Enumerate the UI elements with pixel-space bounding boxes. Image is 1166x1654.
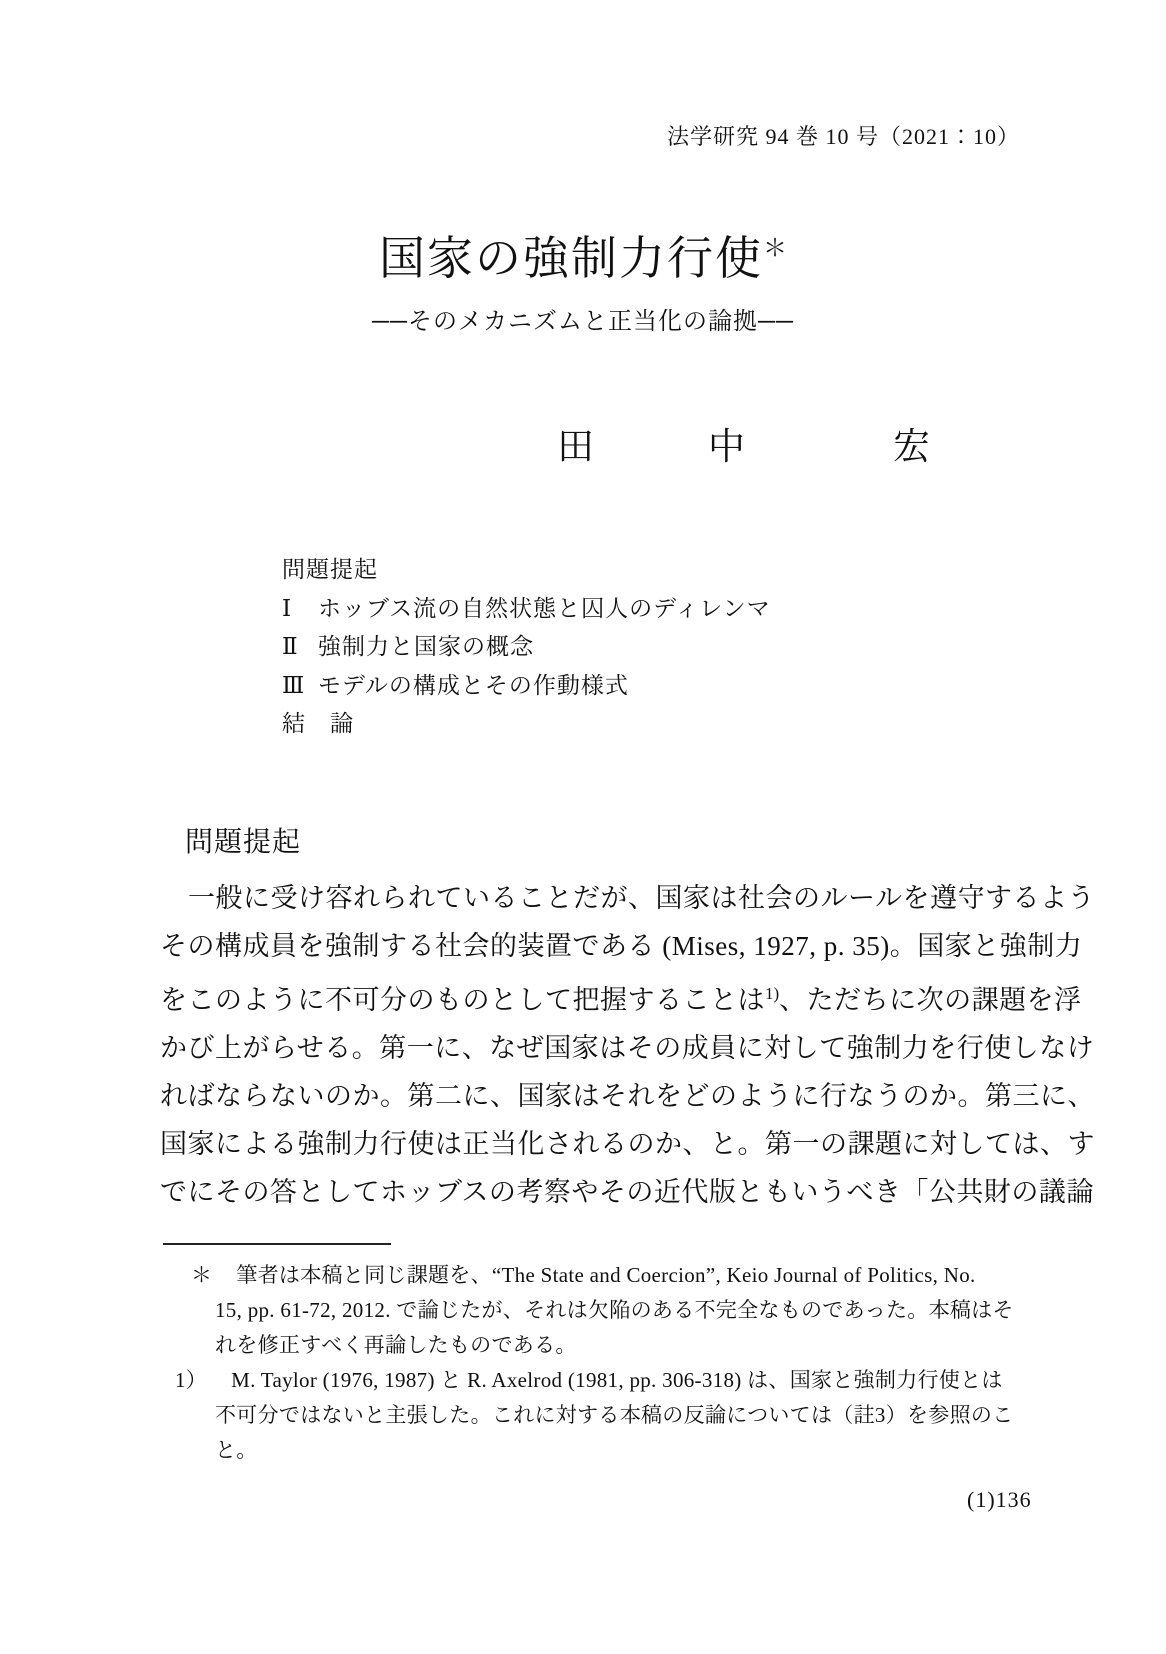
toc-numeral-3: Ⅲ (282, 672, 306, 698)
body-line-3 (160, 970, 1082, 1024)
footnote-1-line-1 (163, 1363, 1063, 1398)
body-line-4: かび上がらせる。第一に、なぜ国家はその成員に対して強制力を行使しなけ (160, 1033, 1095, 1063)
toc-numeral-1: Ⅰ (282, 595, 293, 621)
toc-intro: 問題提起 (282, 557, 378, 582)
footnote-ref-1: 1) (765, 984, 780, 1003)
toc-item-2 (282, 628, 771, 667)
section-heading: 問題提起 (185, 827, 302, 858)
footnote-1-line-3: と。 (215, 1438, 258, 1462)
author-family-char-1: 田 (557, 427, 594, 468)
body-line-5: ればならないのか。第二に、国家はそれをどのように行なうのか。第三に、 (160, 1081, 1095, 1111)
toc-numeral-2: Ⅱ (282, 634, 299, 659)
toc-label-1: ホッブス流の自然状態と囚人のディレンマ (318, 595, 771, 621)
toc-conclusion: 結 論 (282, 711, 354, 736)
toc-label-3: モデルの構成とその作動様式 (318, 672, 629, 698)
page-number: (1)136 (967, 1487, 1032, 1512)
body-line-7: でにその答としてホッブスの考察やその近代版ともいうべき「公共財の議論 (160, 1177, 1094, 1207)
footnote-star-line-3: れを修正すべく再論したものである。 (215, 1333, 577, 1357)
journal-issue-header: 法学研究 94 巻 10 号（2021：10） (666, 124, 1020, 149)
title-footnote-marker: ＊ (763, 236, 787, 262)
body-line-2: その構成員を強制する社会的装置である (Mises, 1927, p. 35)。国家と強制力 (160, 931, 1083, 961)
body-line-1: 一般に受け容れられていることだが、国家は社会のルールを遵守するよう (188, 883, 1095, 913)
footnote-star-line-1 (163, 1258, 1063, 1293)
author-name (557, 416, 930, 470)
footnote-star-line-2: 15, pp. 61-72, 2012. で論じたが、それは欠陥のある不完全なものであった。本稿はそ (215, 1298, 1014, 1322)
footnotes-block (163, 1258, 1063, 1468)
footnote-1-line-2: 不可分ではないと主張した。これに対する本稿の反論については（註3）を参照のこ (215, 1403, 1014, 1427)
article-subtitle: ──そのメカニズムと正当化の論拠── (371, 309, 794, 335)
body-paragraph (160, 874, 1095, 1216)
toc-label-2: 強制力と国家の概念 (318, 634, 534, 659)
article-title-text: 国家の強制力行使 (379, 233, 763, 284)
footnote-star-text-1: 筆者は本稿と同じ課題を、“The State and Coercion”, Keio Journal of Politics, No. (236, 1263, 976, 1287)
table-of-contents (282, 551, 771, 744)
body-line-3-post: 、ただちに次の課題を浮 (779, 985, 1082, 1015)
author-family-char-2: 中 (708, 427, 745, 468)
footnote-1-marker: 1） (175, 1368, 208, 1392)
footnote-divider (163, 1243, 391, 1245)
footnote-star-marker: ＊ (191, 1263, 213, 1287)
body-line-3-pre: をこのように不可分のものとして把握することは (160, 985, 765, 1015)
footnote-1-text-1: M. Taylor (1976, 1987) と R. Axelrod (1981, pp. 306-318) は、国家と強制力行使とは (231, 1368, 1003, 1392)
article-title (0, 222, 1166, 288)
author-given-char: 宏 (893, 427, 930, 468)
toc-item-3 (282, 667, 771, 706)
toc-item-1 (282, 590, 771, 629)
body-line-6: 国家による強制力行使は正当化されるのか、と。第一の課題に対しては、す (160, 1129, 1095, 1159)
